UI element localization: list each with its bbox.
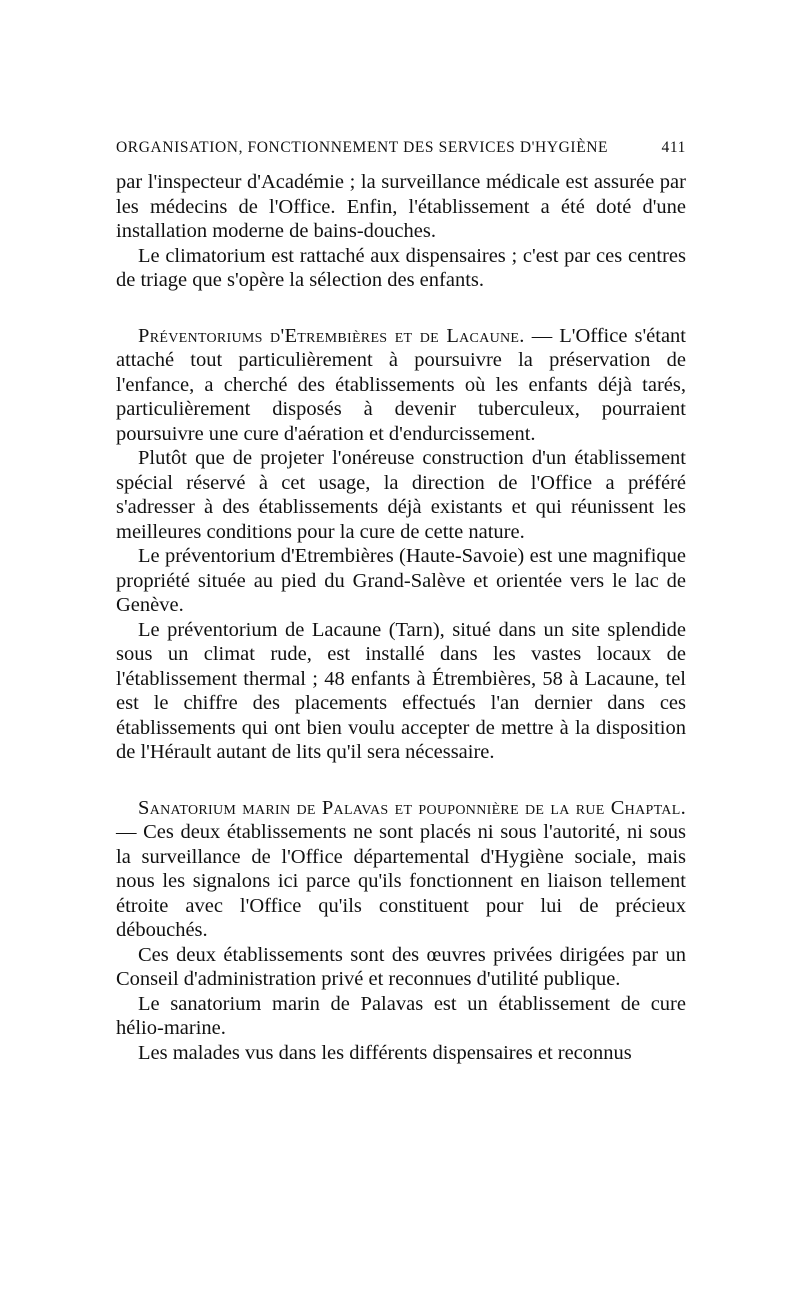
paragraph: par l'inspecteur d'Académie ; la surveillance médicale est assurée par les médecins de l'Office. Enfin, l'établissement a été doté d'une installation moderne de bains-douches. xyxy=(116,171,686,242)
paragraph: Ces deux établissements sont des œuvres privées dirigées par un Conseil d'administration privé et reconnues d'utilité publique. xyxy=(116,943,686,990)
paragraph: Le climatorium est rattaché aux dispensaires ; c'est par ces centres de triage que s'opère la sélection des enfants. xyxy=(116,244,686,291)
page-number: 411 xyxy=(661,139,686,156)
paragraph: Le préventorium de Lacaune (Tarn), situé dans un site splendide sous un climat rude, est installé dans les vastes locaux de l'établissement thermal ; 48 enfants à Étrembières, 58 à Lacaune, tel est le chiffre des placements effectués l'an dernier dans ces établissements qui ont bien voulu accepter de mettre à la disposition de l'Hérault autant de lits qu'il sera nécessaire. xyxy=(116,618,686,763)
running-head xyxy=(116,137,686,159)
paragraph: Le sanatorium marin de Palavas est un établissement de cure hélio-marine. xyxy=(116,992,686,1039)
section-gap xyxy=(116,765,686,796)
section-paragraph-preventoriums xyxy=(116,324,686,447)
section-gap xyxy=(116,293,686,324)
section-paragraph-sanatorium xyxy=(116,796,686,943)
body-text xyxy=(116,170,686,1065)
section-heading-sanatorium: Sanatorium marin de Palavas et pouponnière de la rue Chaptal. xyxy=(138,796,686,819)
section-text: — Ces deux établissements ne sont placés ni sous l'autorité, ni sous la surveillance de l'Office départemental d'Hygiène sociale, mais nous les signalons ici parce qu'ils fonctionnent en liaison tellement étroite avec l'Office qu'ils constituent pour lui de précieux débouchés. xyxy=(116,821,686,941)
paragraph: Les malades vus dans les différents dispensaires et reconnus xyxy=(138,1041,632,1064)
section-heading-preventoriums: Préventoriums d'Etrembières et de Lacaune. xyxy=(138,324,525,347)
book-page xyxy=(116,137,686,1065)
paragraph: Le préventorium d'Etrembières (Haute-Savoie) est une magnifique propriété située au pied du Grand-Salève et orientée vers le lac de Genève. xyxy=(116,545,686,616)
paragraph: Plutôt que de projeter l'onéreuse construction d'un établissement spécial réservé à cet usage, la direction de l'Office a préféré s'adresser à des établissements déjà existants et qui réunissent les meilleures conditions pour la cure de cette nature. xyxy=(116,447,686,543)
running-head-title: ORGANISATION, FONCTIONNEMENT DES SERVICES D'HYGIÈNE xyxy=(116,139,609,156)
section-text: — L'Office s'étant attaché tout particulièrement à poursuivre la préservation de l'enfance, a cherché des établissements où les enfants déjà tarés, particulièrement disposés à devenir tuberculeux, pourraient poursuivre une cure d'aération et d'endurcissement. xyxy=(116,324,686,445)
